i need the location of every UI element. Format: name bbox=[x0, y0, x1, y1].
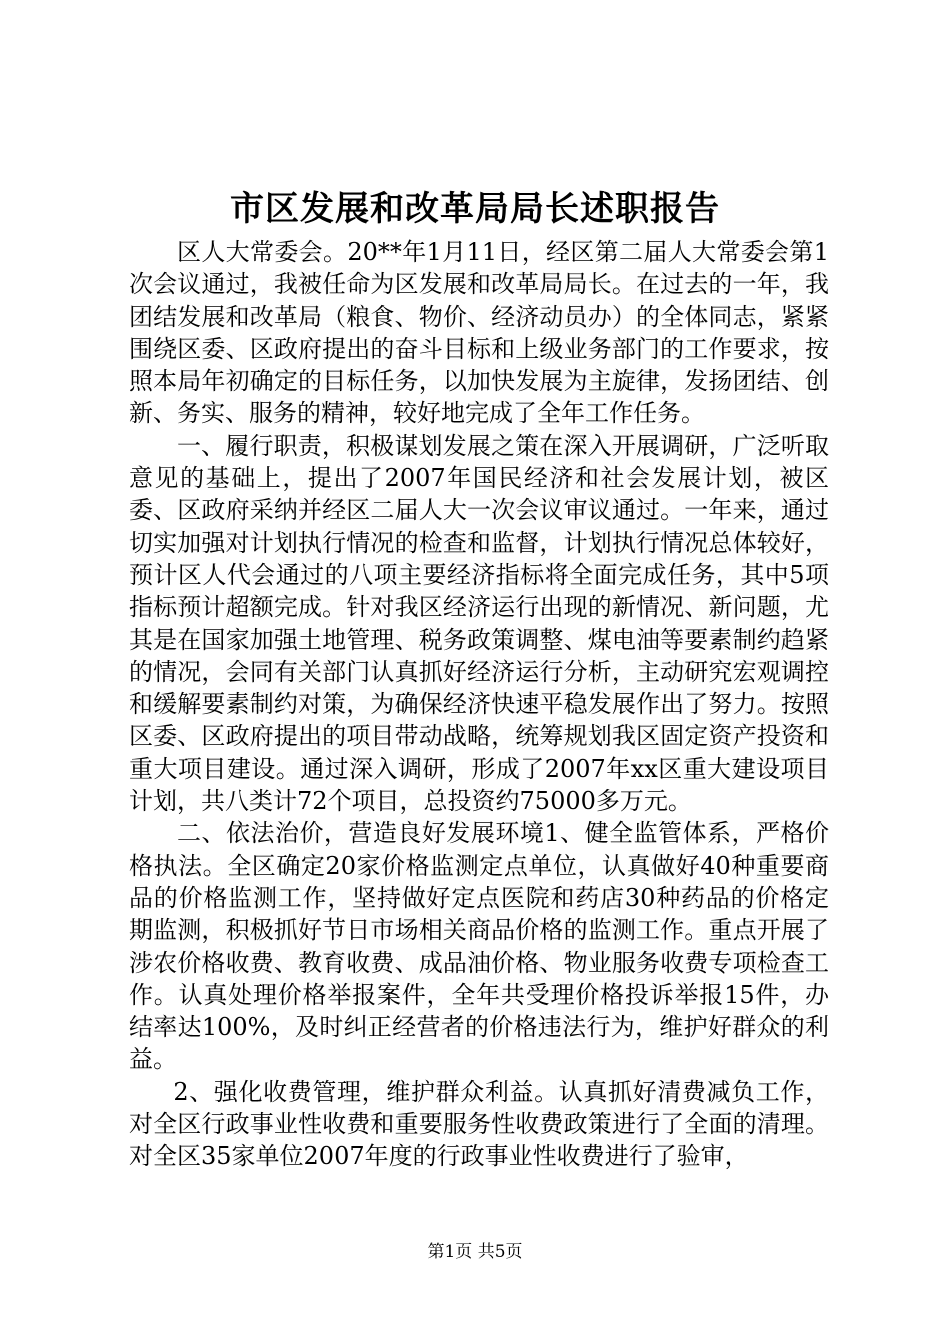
document-title: 市区发展和改革局局长述职报告 bbox=[230, 189, 720, 229]
paragraph-section-2-item-2: 2、强化收费管理，维护群众利益。认真抓好清费减负工作，对全区行政事业性收费和重要服务性收费政策进行了全面的清理。对全区35家单位2007年度的行政事业性收费进行了验审， bbox=[129, 1077, 829, 1171]
paragraph-section-1: 一、履行职责，积极谋划发展之策在深入开展调研，广泛听取意见的基础上，提出了2007年国民经济和社会发展计划，被区委、区政府采纳并经区二届人大一次会议审议通过。一年来，通过切实加强对计划执行情况的检查和监督，计划执行情况总体较好，预计区人代会通过的八项主要经济指标将全面完成任务，其中5项指标预计超额完成。针对我区经济运行出现的新情况、新问题，尤其是在国家加强土地管理、税务政策调整、煤电油等要素制约趋紧的情况，会同有关部门认真抓好经济运行分析，主动研究宏观调控和缓解要素制约对策，为确保经济快速平稳发展作出了努力。按照区委、区政府提出的项目带动战略，统筹规划我区固定资产投资和重大项目建设。通过深入调研，形成了2007年xx区重大建设项目计划，共八类计72个项目，总投资约75000多万元。 bbox=[129, 431, 829, 816]
page-footer: 第1页 共5页 bbox=[427, 1242, 523, 1262]
paragraph-section-2: 二、依法治价，营造良好发展环境1、健全监管体系，严格价格执法。全区确定20家价格监测定点单位，认真做好40种重要商品的价格监测工作，坚持做好定点医院和药店30种药品的价格定期监测，积极抓好节日市场相关商品价格的监测工作。重点开展了涉农价格收费、教育收费、成品油价格、物业服务收费专项检查工作。认真处理价格举报案件，全年共受理价格投诉举报15件，办结率达100%，及时纠正经营者的价格违法行为，维护好群众的利益。 bbox=[129, 819, 829, 1074]
document-body bbox=[129, 236, 829, 1173]
paragraph-intro: 区人大常委会。20**年1月11日，经区第二届人大常委会第1次会议通过，我被任命为区发展和改革局局长。在过去的一年，我团结发展和改革局（粮食、物价、经济动员办）的全体同志，紧紧围绕区委、区政府提出的奋斗目标和上级业务部门的工作要求，按照本局年初确定的目标任务，以加快发展为主旋律，发扬团结、创新、务实、服务的精神，较好地完成了全年工作任务。 bbox=[129, 238, 829, 428]
